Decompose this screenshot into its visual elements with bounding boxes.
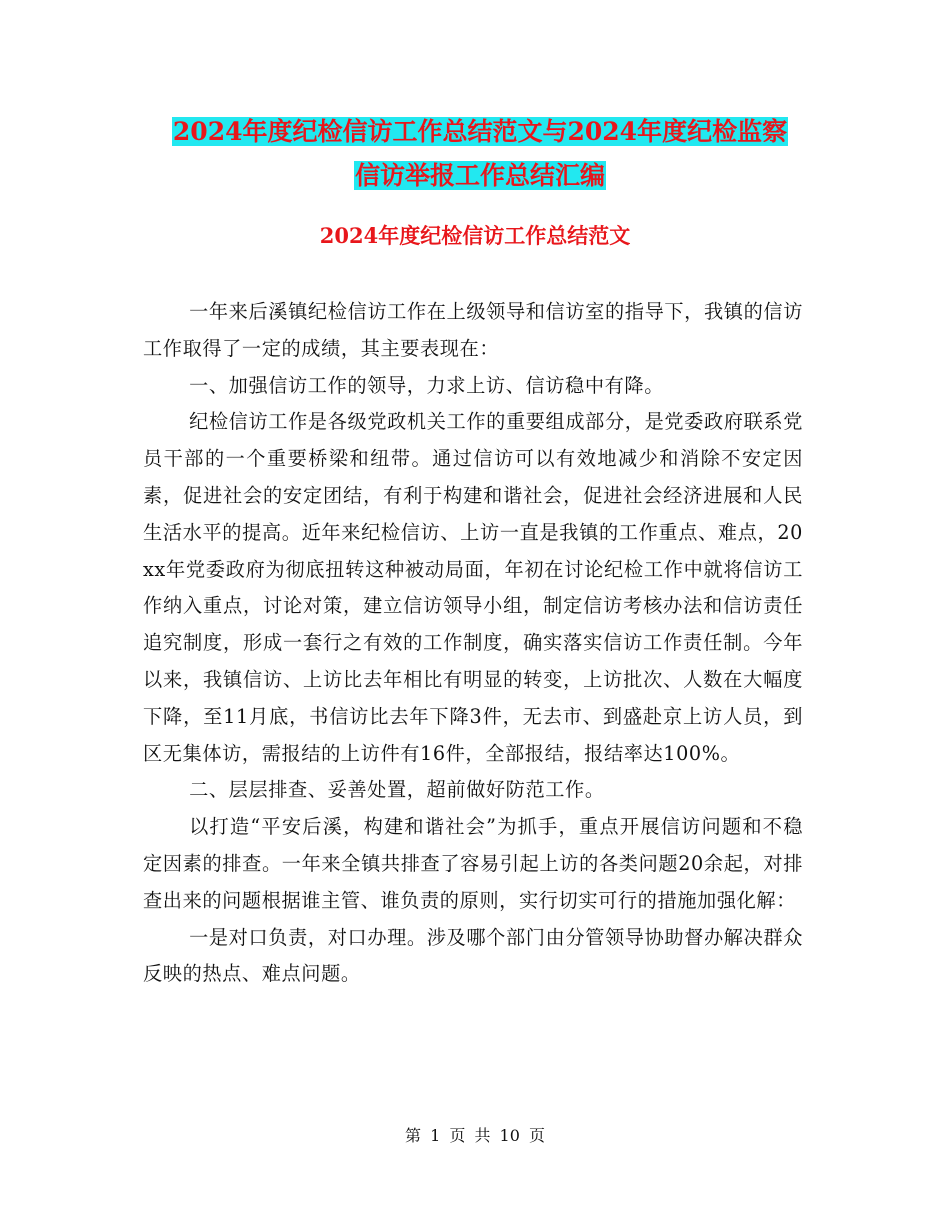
document-title-line-2: 信访举报工作总结汇编: [354, 161, 605, 190]
paragraph-intro: 一年来后溪镇纪检信访工作在上级领导和信访室的指导下，我镇的信访工作取得了一定的成绩，其主要表现在：: [143, 300, 803, 360]
document-body: [143, 294, 803, 993]
document-title: [140, 110, 820, 198]
page-footer: 第 1 页 共 10 页: [405, 1126, 545, 1145]
paragraph-body-1: 纪检信访工作是各级党政机关工作的重要组成部分，是党委政府联系党员干部的一个重要桥梁和纽带。通过信访可以有效地减少和消除不安定因素，促进社会的安定团结，有利于构建和谐社会，促进社会经济进展和人民生活水平的提高。近年来纪检信访、上访一直是我镇的工作重点、难点，20xx年党委政府为彻底扭转这种被动局面，年初在讨论纪检工作中就将信访工作纳入重点，讨论对策，建立信访领导小组，制定信访考核办法和信访责任追究制度，形成一套行之有效的工作制度，确实落实信访工作责任制。今年以来，我镇信访、上访比去年相比有明显的转变，上访批次、人数在大幅度下降，至11月底，书信访比去年下降3件，无去市、到盛赴京上访人员，到区无集体访，需报结的上访件有16件，全部报结，报结率达100%。: [143, 410, 803, 765]
paragraph-body-3: 一是对口负责，对口办理。涉及哪个部门由分管领导协助督办解决群众反映的热点、难点问题。: [143, 925, 803, 986]
section-title: 2024年度纪检信访工作总结范文: [319, 223, 631, 248]
document-title-line-1: 2024年度纪检信访工作总结范文与2024年度纪检监察: [172, 117, 788, 146]
paragraph-heading-1: 一、加强信访工作的领导，力求上访、信访稳中有降。: [189, 373, 664, 397]
paragraph-heading-2: 二、层层排查、妥善处置，超前做好防范工作。: [189, 778, 605, 802]
paragraph-body-2: 以打造“平安后溪，构建和谐社会”为抓手，重点开展信访问题和不稳定因素的排查。一年来全镇共排查了容易引起上访的各类问题20余起，对排查出来的问题根据谁主管、谁负责的原则，实行切实可行的措施加强化解：: [143, 815, 803, 912]
